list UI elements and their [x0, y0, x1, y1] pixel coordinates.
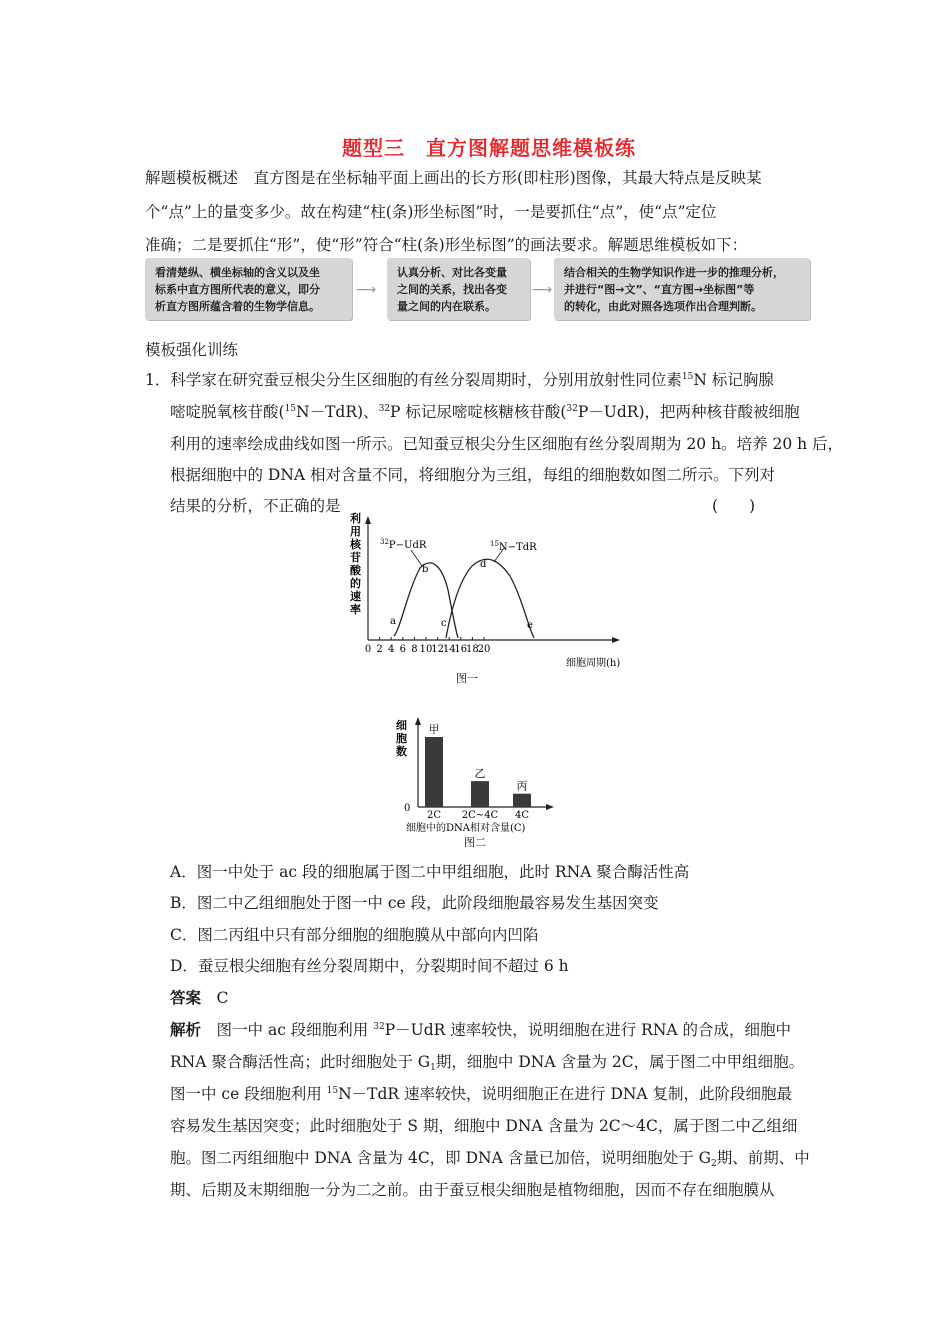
figure-1-ylabel [349, 511, 362, 616]
point-c: c [441, 618, 447, 629]
figure-2-caption: 图二 [464, 836, 486, 849]
x-tick-label: 12 [431, 644, 444, 655]
bar-4C [513, 794, 531, 807]
y-axis-arrow [365, 516, 371, 524]
point-e: e [527, 620, 533, 631]
analysis-line-5: 胞。图二丙组细胞中 DNA 含量为 4C，即 DNA 含量已加倍，说明细胞处于 $G_2$期、前期、中 [170, 1149, 810, 1169]
category-label: 4C [514, 810, 530, 821]
analysis-line-1: 解析 图一中 ac 段细胞利用 $^{32}$P－UdR 速率较快，说明细胞在进行 RNA 的合成，细胞中 [170, 1021, 791, 1039]
figure-1-ylabel-char: 速 [350, 590, 361, 603]
flow-arrow-2: ⟶ [532, 282, 553, 298]
option-a: A．图一中处于 ac 段的细胞属于图二中甲组细胞，此时 RNA 聚合酶活性高 [170, 863, 690, 881]
x-tick-label: 6 [399, 644, 406, 655]
tdr-curve [446, 559, 534, 638]
figure-2-ylabel [396, 718, 407, 758]
figure-2-xlabel: 细胞中的DNA相对含量(C) [406, 823, 526, 834]
x-tick-label: 16 [454, 644, 468, 655]
overview-line-2: 个“点”上的量变多少。故在构建“柱(条)形坐标图”时，一是要抓住“点”，使“点”定位 [145, 203, 717, 221]
figure-1-ylabel-char: 率 [350, 603, 361, 616]
x-tick-label: 2 [376, 644, 383, 655]
overview-line-3: 准确；二是要抓住“形”，使“形”符合“柱(条)形坐标图”的画法要求。解题思维模板如下： [145, 236, 748, 254]
answer-label: 答案 [170, 989, 202, 1007]
figure-1-line-chart [340, 510, 630, 688]
overview-line-1: 解题模板概述 直方图是在坐标轴平面上画出的长方形(即柱形)图像，其最大特点是反映某 [145, 169, 762, 187]
f2-origin: 0 [404, 803, 411, 814]
f2-x-axis-arrow [546, 804, 554, 810]
overview-label: 解题模板概述 [145, 169, 239, 187]
figure-1-xlabel: 细胞周期(h) [566, 658, 621, 669]
section-heading: 模板强化训练 [145, 341, 239, 359]
flow-step-1: 看清楚纵、横坐标轴的含义以及坐 标系中直方图所代表的意义，即分 析直方图所蕴含着的生物学信息。 [145, 258, 352, 320]
analysis-label: 解析 [170, 1021, 202, 1039]
analysis-line-4: 容易发生基因突变；此时细胞处于 S 期，细胞中 DNA 含量为 2C～4C，属于图二中乙组细 [170, 1117, 798, 1135]
x-tick-label: 0 [364, 644, 372, 655]
figure-2-ylabel-char: 细 [396, 719, 407, 732]
option-c: C．图二丙组中只有部分细胞的细胞膜从中部向内凹陷 [170, 926, 539, 944]
tdr-label: $^{15}$N−TdR [490, 540, 537, 553]
analysis-line-2: RNA 聚合酶活性高；此时细胞处于 $G_1$期，细胞中 DNA 含量为 2C，属于图二中甲组细胞。 [170, 1053, 805, 1073]
udr-label: $^{32}$P−UdR [380, 538, 427, 551]
udr-leader [411, 550, 422, 566]
figure-1-ylabel-char: 的 [350, 577, 361, 590]
question-line-1: 1．科学家在研究蚕豆根尖分生区细胞的有丝分裂周期时，分别用放射性同位素$^{15}$N 标记胸腺 [145, 371, 774, 389]
question-line-4: 根据细胞中的 DNA 相对含量不同，将细胞分为三组，每组的细胞数如图二所示。下列对 [170, 466, 776, 484]
bar-2C~4C [471, 781, 489, 807]
question-line-3: 利用的速率绘成曲线如图一所示。已知蚕豆根尖分生区细胞有丝分裂周期为 20 h。培养 20 h 后， [170, 435, 844, 453]
point-d: d [480, 559, 487, 570]
bar-2C [425, 737, 443, 807]
question-line-5: 结果的分析，不正确的是 [170, 497, 341, 515]
answer-line [170, 988, 228, 1008]
x-tick-label: 14 [442, 644, 456, 655]
x-tick-label: 20 [477, 644, 491, 655]
answer-value: C [216, 989, 229, 1007]
option-d: D．蚕豆根尖细胞有丝分裂周期中，分裂期时间不超过 6 h [170, 957, 569, 975]
figure-1-caption: 图一 [456, 672, 478, 685]
category-label: 2C [426, 810, 442, 821]
x-tick-label: 18 [466, 644, 479, 655]
point-b: b [422, 564, 429, 575]
bar-label: 丙 [516, 779, 528, 793]
flow-arrow-1: ⟶ [356, 282, 377, 298]
category-label: 2C~4C [461, 810, 499, 821]
figure-1-ylabel-char: 核 [350, 538, 361, 551]
figure-1-ylabel-char: 苷 [350, 551, 361, 564]
figure-2-ylabel-char: 胞 [396, 732, 407, 745]
figure-1-ylabel-char: 用 [350, 525, 361, 538]
point-a: a [390, 616, 396, 627]
figure-1-ylabel-char: 利 [350, 512, 361, 525]
analysis-line-3: 图一中 ce 段细胞利用 $^{15}$N－TdR 速率较快，说明细胞正在进行 DNA 复制，此阶段细胞最 [170, 1085, 793, 1103]
figure-1-ylabel-char: 酸 [350, 564, 361, 577]
answer-bracket: ( ) [712, 497, 756, 515]
bar-label: 甲 [428, 723, 440, 736]
x-tick-label: 8 [411, 644, 418, 655]
question-number: 1． [145, 371, 171, 389]
page-title: 题型三 直方图解题思维模板练 [342, 136, 636, 160]
bar-label: 乙 [474, 767, 486, 781]
figure-2-ylabel-char: 数 [396, 745, 407, 758]
x-axis-arrow [612, 637, 620, 643]
flow-step-2: 认真分析、对比各变量 之间的关系，找出各变 量之间的内在联系。 [387, 258, 530, 320]
f2-y-axis-arrow [415, 717, 421, 725]
flow-step-3: 结合相关的生物学知识作进一步的推理分析， 并进行“图→文”、“直方图→坐标图”等 的转化，由此对照各选项作出合理判断。 [554, 258, 810, 320]
x-tick-label: 10 [419, 644, 433, 655]
analysis-line-6: 期、后期及末期细胞一分为二之前。由于蚕豆根尖细胞是植物细胞，因而不存在细胞膜从 [170, 1181, 775, 1199]
option-b: B．图二中乙组细胞处于图一中 ce 段，此阶段细胞最容易发生基因突变 [170, 894, 659, 912]
figure-2-bar-chart [390, 715, 570, 853]
question-line-2: 嘧啶脱氧核苷酸($^{15}$N－TdR)、$^{32}$P 标记尿嘧啶核糖核苷酸($^{32}$P－UdR)，把两种核苷酸被细胞 [170, 403, 800, 421]
x-tick-label: 4 [388, 644, 395, 655]
